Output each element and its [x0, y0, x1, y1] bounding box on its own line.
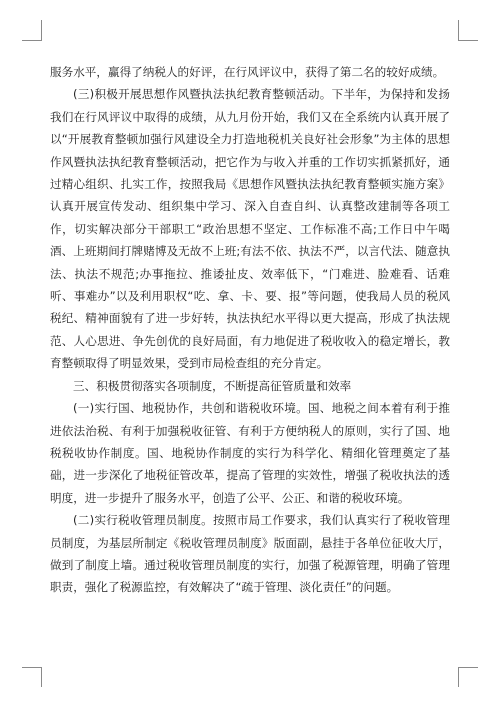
- crop-mark-bottom-right-vertical: [458, 667, 459, 687]
- crop-mark-bottom-right-horizontal: [458, 667, 478, 668]
- crop-mark-bottom-left-vertical: [41, 667, 42, 687]
- crop-mark-top-right-horizontal: [458, 40, 478, 41]
- crop-mark-top-left-horizontal: [22, 40, 42, 41]
- crop-mark-top-left-vertical: [41, 20, 42, 40]
- paragraph-section-2: (二)实行税收管理员制度。按照市局工作要求，我们认真实行了税收管理员制度，为基层所制定《税收管理员制度》版面副，悬挂于各单位征收大厅，做到了制度上墙。通过税收管理员制度的实行，加强了税源管理，明确了管理职责，强化了税源监控，有效解决了“疏于管理、淡化责任”的问题。: [50, 513, 450, 595]
- paragraph-section-1: (一)实行国、地税协作，共创和谐税收环境。国、地税之间本着有利于推进依法治税、有利于加强税收征管、有利于方便纳税人的原则，实行了国、地税税收协作制度。国、地税协作制度的实行为科学化、精细化管理奠定了基础，进一步深化了地税征管改革，提高了管理的实效性，增强了税收执法的透明度，进一步提升了服务水平，创造了公平、公正、和谐的税收环境。: [50, 401, 450, 505]
- crop-mark-top-right-vertical: [458, 20, 459, 40]
- heading-part-3: 三、积极贯彻落实各项制度，不断提高征管质量和效率: [73, 378, 352, 393]
- paragraph-section-3: (三)积极开展思想作风暨执法执纪教育整顿活动。下半年，为保持和发扬我们在行风评议中取得的成绩，从九月份开始，我们又在全系统内认真开展了以“开展教育整顿加强行风建设全力打造地税机关良好社会形象”为主体的思想作风暨执法执纪教育整顿活动，把它作为与收入并重的工作切实抓紧抓好，通过精心组织、扎实工作，按照我局《思想作风暨执法执纪教育整顿实施方案》认真开展宣传发动、组织集中学习、深入自查自纠、认真整改建制等各项工作，切实解决部分干部职工“政治思想不坚定、工作标准不高;工作日中午喝酒、上班期间打牌赌博及无故不上班;有法不依、执法不严，以言代法、随意执法、执法不规范;办事拖拉、推诿扯皮、效率低下，“门难进、脸难看、话难听、事难办”以及利用职权“吃、拿、卡、要、报”等问题，使我局人员的税风税纪、精神面貌有了进一步好转，执法执纪水平得以更大提高，形成了执法规范、人心思进、争先创优的良好局面，有力地促进了税收收入的稳定增长，教育整顿取得了明显效果，受到市局检查组的充分肯定。: [50, 87, 450, 371]
- crop-mark-bottom-left-horizontal: [22, 667, 42, 668]
- document-body: [50, 61, 450, 599]
- paragraph-continuation: 服务水平，赢得了纳税人的好评，在行风评议中，获得了第二名的较好成绩。: [50, 65, 445, 79]
